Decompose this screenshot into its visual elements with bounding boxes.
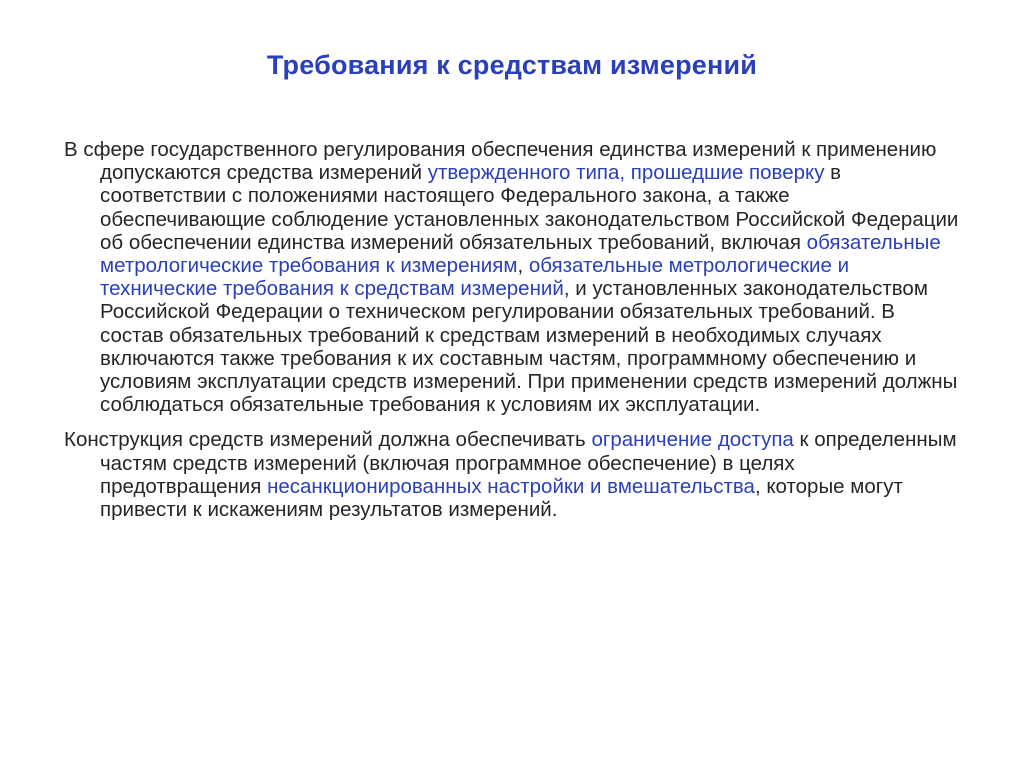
slide-title: Требования к средствам измерений <box>266 50 758 80</box>
paragraph-text: к определенным частям средств измерений (включая программное обеспечение) в целях предотвращения <box>100 428 957 498</box>
paragraph-measurement-requirements <box>64 138 960 416</box>
paragraph-text: , и установленных законодательством Российской Федерации о техническом регулировании обязательных требований. В состав обязательных требований к средствам измерений в необходимых случаях включаются также требования к их составным частям, программному обеспечению и условиям эксплуатации средств измерений. При применении средств измерений должны соблюдаться обязательные требования к условиям их эксплуатации. <box>100 277 958 417</box>
highlighted-term: утвержденного типа, прошедшие поверку <box>427 161 825 185</box>
highlighted-term: обязательные метрологические и технические требования к средствам измерений <box>100 254 850 301</box>
paragraph-text: Конструкция средств измерений должна обеспечивать <box>64 428 592 452</box>
paragraph-access-restriction <box>64 428 960 521</box>
slide-body <box>64 138 960 521</box>
paragraph-text: , <box>517 254 529 278</box>
highlighted-term: ограничение доступа <box>591 428 794 452</box>
paragraph-text: В сфере государственного регулирования обеспечения единства измерений к применению допускаются средства измерений <box>64 138 937 185</box>
highlighted-term: обязательные метрологические требования к измерениям <box>100 230 941 278</box>
paragraph-text: , которые могут привести к искажениям результатов измерений. <box>100 474 903 522</box>
paragraph-text: в соответствии с положениями настоящего Федерального закона, а также обеспечивающие соблюдение установленных законодательством Российской Федерации об обеспечении единства измерений обязательных требований, включая <box>100 161 959 254</box>
highlighted-term: несанкционированных настройки и вмешательства <box>267 474 755 498</box>
